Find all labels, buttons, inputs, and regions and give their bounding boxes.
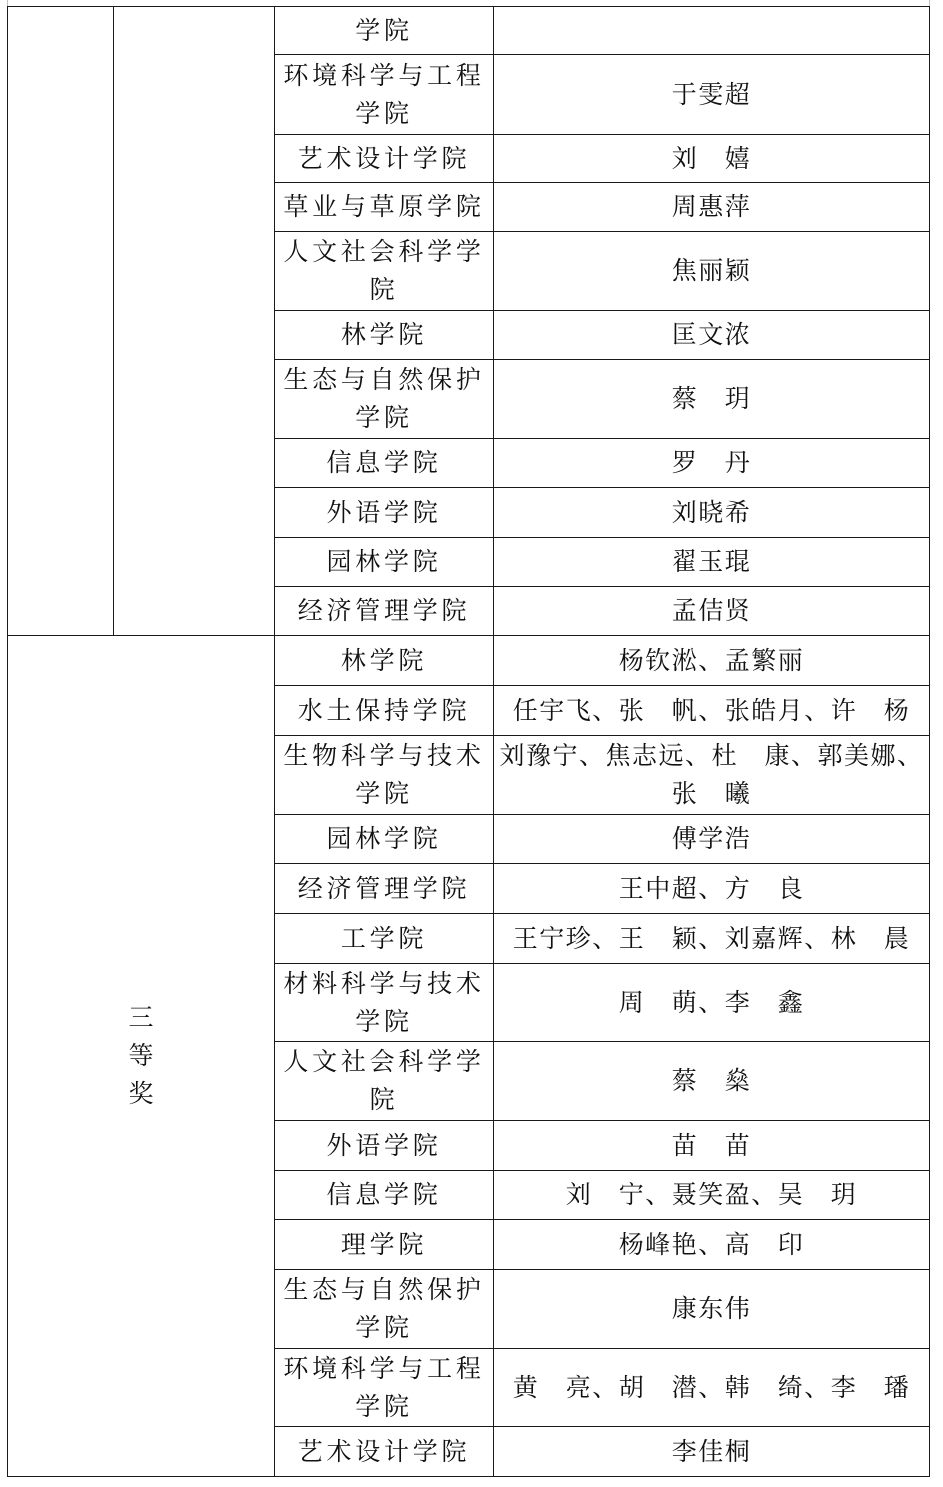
names-cell: 匡文浓 xyxy=(494,311,930,360)
college-cell: 林学院 xyxy=(275,311,494,360)
college-cell: 外语学院 xyxy=(275,488,494,538)
college-cell: 工学院 xyxy=(275,914,494,964)
college-cell: 信息学院 xyxy=(275,1171,494,1220)
award-table xyxy=(7,6,930,1477)
sub-cell-continued xyxy=(114,7,275,636)
college-cell: 艺术设计学院 xyxy=(275,135,494,183)
names-cell: 于雯超 xyxy=(494,55,930,135)
names-cell: 焦丽颖 xyxy=(494,232,930,311)
names-cell: 翟玉琨 xyxy=(494,538,930,587)
names-cell: 王中超、方 良 xyxy=(494,864,930,914)
college-cell: 经济管理学院 xyxy=(275,587,494,636)
names-cell: 刘豫宁、焦志远、杜 康、郭美娜、张 曦 xyxy=(494,736,930,815)
names-cell: 孟佶贤 xyxy=(494,587,930,636)
names-cell: 蔡 燊 xyxy=(494,1042,930,1121)
college-cell: 生态与自然保护学院 xyxy=(275,360,494,439)
college-cell: 学院 xyxy=(275,7,494,55)
table-row xyxy=(8,7,930,55)
third-prize-cell xyxy=(8,636,275,1477)
college-cell: 经济管理学院 xyxy=(275,864,494,914)
college-cell: 林学院 xyxy=(275,636,494,686)
names-cell: 康东伟 xyxy=(494,1270,930,1349)
college-cell: 艺术设计学院 xyxy=(275,1427,494,1477)
college-cell: 外语学院 xyxy=(275,1121,494,1171)
college-cell: 生物科学与技术学院 xyxy=(275,736,494,815)
college-cell: 人文社会科学学院 xyxy=(275,1042,494,1121)
college-cell: 环境科学与工程学院 xyxy=(275,55,494,135)
table-row xyxy=(8,636,930,686)
names-cell: 蔡 玥 xyxy=(494,360,930,439)
prize-cell-continued xyxy=(8,7,114,636)
names-cell: 杨峰艳、高 印 xyxy=(494,1220,930,1270)
names-cell: 刘 嬉 xyxy=(494,135,930,183)
names-cell: 刘 宁、聂笑盈、吴 玥 xyxy=(494,1171,930,1220)
award-table-body xyxy=(8,7,930,1477)
college-cell: 理学院 xyxy=(275,1220,494,1270)
names-cell: 杨钦淞、孟繁丽 xyxy=(494,636,930,686)
names-cell: 傅学浩 xyxy=(494,815,930,864)
college-cell: 园林学院 xyxy=(275,538,494,587)
names-cell: 李佳桐 xyxy=(494,1427,930,1477)
college-cell: 水土保持学院 xyxy=(275,686,494,736)
college-cell: 信息学院 xyxy=(275,439,494,488)
names-cell: 刘晓希 xyxy=(494,488,930,538)
college-cell: 园林学院 xyxy=(275,815,494,864)
college-cell: 生态与自然保护学院 xyxy=(275,1270,494,1349)
names-cell: 苗 苗 xyxy=(494,1121,930,1171)
names-cell: 周惠萍 xyxy=(494,183,930,232)
names-cell xyxy=(494,7,930,55)
college-cell: 草业与草原学院 xyxy=(275,183,494,232)
college-cell: 环境科学与工程学院 xyxy=(275,1349,494,1427)
names-cell: 罗 丹 xyxy=(494,439,930,488)
names-cell: 周 萌、李 鑫 xyxy=(494,964,930,1042)
college-cell: 人文社会科学学院 xyxy=(275,232,494,311)
names-cell: 任宇飞、张 帆、张皓月、许 杨 xyxy=(494,686,930,736)
prize-label: 三等奖 xyxy=(128,1003,154,1108)
names-cell: 王宁珍、王 颖、刘嘉辉、林 晨 xyxy=(494,914,930,964)
names-cell: 黄 亮、胡 潜、韩 绮、李 璠 xyxy=(494,1349,930,1427)
college-cell: 材料科学与技术学院 xyxy=(275,964,494,1042)
